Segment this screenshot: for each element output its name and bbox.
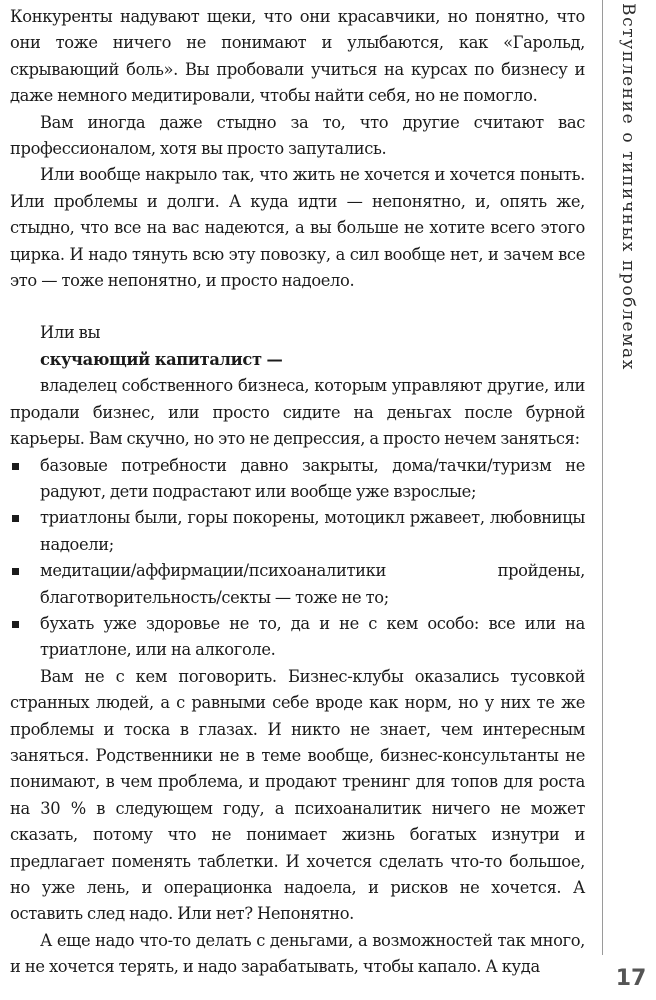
- paragraph: Вам не с кем поговорить. Бизнес-клубы оказались тусовкой странных людей, а с равными себе вроде как норм, но у них те же проблемы и тоска в глазах. И никто не знает, чем интересным заняться. Родственники не в теме вообще, бизнес-консультанты не понимают, в чем проблема, и продают тренинг для топов для роста на 30 % в следующем году, а психоаналитик ничего не может сказать, потому что не понимает жизнь богатых изнутри и предлагает поменять таблетки. И хочется сделать что-то большое, но уже лень, и операционка надоела, и рисков не хочется. А оставить след надо. Или нет? Непонятно.: [10, 666, 585, 924]
- paragraph: владелец собственного бизнеса, которым управляют другие, или продали бизнес, или просто сидите на деньгах после бурной карьеры. Вам скучно, но это не депрессия, а просто нечем заняться:: [10, 376, 585, 449]
- margin-rule: [602, 0, 603, 955]
- list-item-text: медитации/аффирмации/психоаналитики пройдены, благотворительность/секты — тоже не то;: [40, 561, 585, 607]
- paragraph: Вам иногда даже стыдно за то, что другие считают вас профессионалом, хотя вы просто запутались.: [10, 112, 585, 159]
- running-head: Вступление о типичных проблемах: [618, 3, 638, 371]
- list-item: [10, 611, 585, 664]
- list-item: [10, 505, 585, 558]
- square-bullet-icon: [12, 515, 19, 522]
- paragraph: Конкуренты надувают щеки, что они красавчики, но понятно, что они тоже ничего не понимают и улыбаются, как «Гарольд, скрывающий боль». Вы пробовали учиться на курсах по бизнесу и даже немного медитировали, чтобы найти себя, но не помогло.: [10, 7, 585, 106]
- square-bullet-icon: [12, 463, 19, 470]
- paragraph: А еще надо что-то делать с деньгами, а возможностей так много, и не хочется терять, и надо зарабатывать, чтобы капало. А куда: [10, 930, 585, 977]
- section-lead-in: Или вы: [40, 323, 101, 343]
- list-item: [10, 558, 585, 611]
- list-item-text: триатлоны были, горы покорены, мотоцикл ржавеет, любовницы надоели;: [40, 508, 585, 554]
- body-text: [10, 4, 585, 981]
- section-heading: скучающий капиталист —: [40, 349, 283, 369]
- page-number: 17: [615, 966, 647, 991]
- square-bullet-icon: [12, 568, 19, 575]
- list-item-text: базовые потребности давно закрыты, дома/тачки/туризм не радуют, дети подрастают или вообще уже взрослые;: [40, 455, 585, 501]
- square-bullet-icon: [12, 621, 19, 628]
- bullet-list: [10, 453, 585, 664]
- paragraph: Или вообще накрыло так, что жить не хочется и хочется поныть. Или проблемы и долги. А куда идти — непонятно, и, опять же, стыдно, что все на вас надеются, а вы больше не хотите всего этого цирка. И надо тянуть всю эту повозку, а сил вообще нет, и зачем все это — тоже непонятно, и просто надоело.: [10, 165, 585, 291]
- list-item-text: бухать уже здоровье не то, да и не с кем особо: все или на триатлоне, или на алкоголе.: [40, 613, 585, 660]
- list-item: [10, 453, 585, 506]
- paragraph-gap: [10, 294, 585, 320]
